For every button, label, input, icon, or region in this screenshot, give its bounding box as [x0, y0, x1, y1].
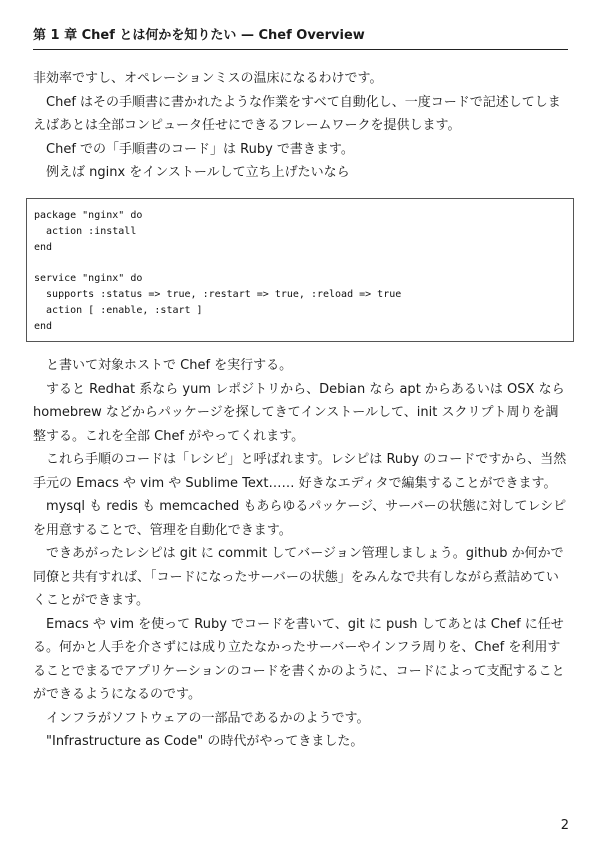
paragraph: 例えば nginx をインストールして立ち上げたいなら	[46, 165, 350, 180]
paragraph: mysql も redis も memcached もあらゆるパッケージ、サーバーの状態に対してレシピを用意することで、管理を自動化できます。	[33, 499, 567, 538]
paragraph: Chef での「手順書のコード」は Ruby で書きます。	[46, 141, 354, 157]
code-line: action [ :enable, :start ]	[34, 304, 203, 316]
body-text-bottom	[33, 354, 568, 754]
code-line	[34, 255, 573, 271]
body-text-top	[33, 67, 568, 185]
paragraph: 非効率ですし、オペレーションミスの温床になるわけです。	[33, 71, 383, 86]
running-header: 第 1 章 Chef とは何かを知りたい — Chef Overview	[33, 27, 568, 50]
paragraph: これら手順のコードは「レシピ」と呼ばれます。レシピは Ruby のコードですから、当然手元の Emacs や vim や Sublime Text…… 好きなエディタで編集することができます。	[33, 452, 567, 491]
code-line: action :install	[34, 225, 137, 237]
paragraph: インフラがソフトウェアの一部品であるかのようです。	[46, 710, 370, 726]
code-block	[26, 198, 574, 342]
code-line: end	[34, 320, 53, 332]
paragraph: "Infrastructure as Code" の時代がやってきました。	[46, 734, 364, 749]
paragraph: Emacs や vim を使って Ruby でコードを書いて、git に push してあとは Chef に任せる。何かと人手を介さずには成り立たなかったサーバーやインフラ周りを、Chef を利用することでまるでアプリケーションのコードを書くかのように、コードによって支配することができるようになるのです。	[33, 616, 565, 702]
code-line: package "nginx" do	[34, 210, 143, 221]
code-line: end	[34, 241, 53, 253]
paragraph: すると Redhat 系なら yum レポジトリから、Debian なら apt からあるいは OSX なら homebrew などからパッケージを探してきてインストールして、init スクリプト周りを調整する。これを全部 Chef がやってくれます。	[33, 381, 565, 444]
page-number: 2	[560, 818, 569, 833]
code-line: service "nginx" do	[34, 273, 143, 285]
paragraph: できあがったレシピは git に commit してバージョン管理しましょう。github か何かで同僚と共有すれば、「コードになったサーバーの状態」をみんなで共有しながら煮詰めていくことができます。	[33, 546, 564, 608]
code-line: supports :status => true, :restart => true, :reload => true	[34, 288, 402, 300]
paragraph: と書いて対象ホストで Chef を実行する。	[46, 358, 293, 373]
paragraph: Chef はその手順書に書かれたような作業をすべて自動化し、一度コードで記述してしまえばあとは全部コンピュータ任せにできるフレームワークを提供します。	[33, 94, 561, 133]
